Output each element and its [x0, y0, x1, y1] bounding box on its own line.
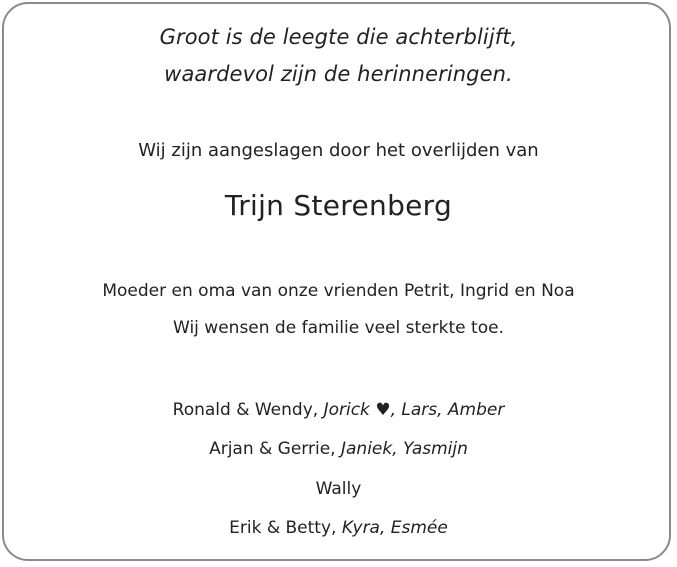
signature-names: Erik & Betty,: [229, 518, 342, 538]
motto-line-2: waardevol zijn de herinneringen.: [164, 62, 513, 86]
deceased-name: Trijn Sterenberg: [224, 189, 453, 222]
message-line-1: Moeder en oma van onze vrienden Petrit, Ingrid en Noa: [102, 281, 575, 301]
motto-line-1: Groot is de leegte die achterblijft,: [159, 25, 518, 49]
intro-text: Wij zijn aangeslagen door het overlijden van: [138, 140, 539, 161]
signature-line-4: [0, 518, 677, 538]
heart-icon: ♥: [375, 400, 391, 420]
signature-names: Arjan & Gerrie,: [209, 439, 341, 459]
signature-names: Wally: [315, 479, 362, 499]
signature-names: Ronald & Wendy,: [172, 400, 324, 420]
signature-children: Kyra, Esmée: [341, 518, 448, 538]
signature-children: Janiek, Yasmijn: [340, 439, 468, 459]
signature-children: , Lars, Amber: [390, 400, 505, 420]
signature-line-3: [0, 479, 677, 499]
signature-children: Jorick: [323, 400, 370, 420]
signature-line-2: [0, 439, 677, 459]
message-line-2: Wij wensen de familie veel sterkte toe.: [173, 318, 504, 338]
signature-line-1: [0, 400, 677, 420]
